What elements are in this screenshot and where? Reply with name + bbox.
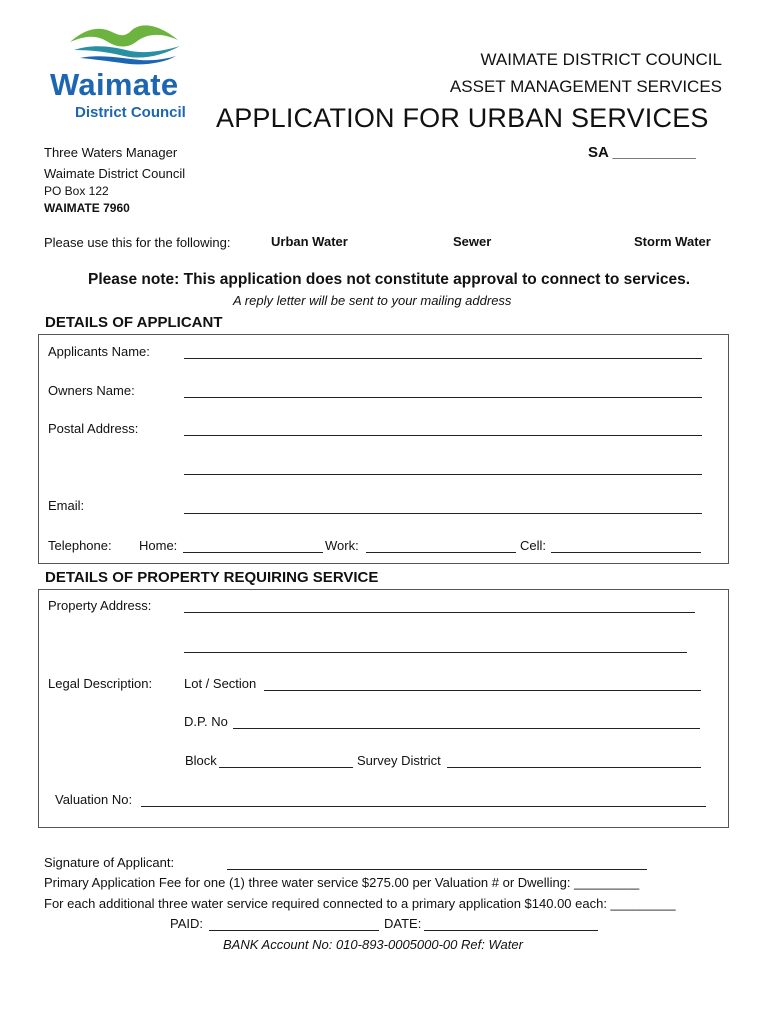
use-for-label: Please use this for the following:	[44, 235, 231, 250]
bank-account-text: BANK Account No: 010-893-0005000-00 Ref: Water	[223, 937, 523, 952]
address-line2: Waimate District Council	[44, 166, 186, 181]
owners-name-field[interactable]	[184, 397, 702, 398]
postal-address-field-1[interactable]	[184, 435, 702, 436]
postal-address-field-2[interactable]	[184, 474, 702, 475]
signature-field[interactable]	[227, 869, 647, 870]
owners-name-label: Owners Name:	[48, 383, 135, 398]
lot-section-label: Lot / Section	[184, 676, 257, 691]
applicants-name-field[interactable]	[184, 358, 702, 359]
telephone-label: Telephone:	[48, 538, 112, 553]
work-label: Work:	[325, 538, 359, 553]
paid-label: PAID:	[170, 916, 203, 931]
property-box	[38, 589, 729, 828]
address-line1: Three Waters Manager	[44, 145, 178, 160]
additional-fee-text: For each additional three water service required connected to a primary application $140.00 each: _________	[44, 896, 676, 911]
org-name: WAIMATE DISTRICT COUNCIL	[480, 50, 722, 69]
note-main: Please note: This application does not constitute approval to connect to services.	[88, 271, 691, 288]
paid-field[interactable]	[209, 930, 379, 931]
sa-field: SA __________	[588, 144, 696, 161]
signature-label: Signature of Applicant:	[44, 855, 175, 870]
email-field[interactable]	[184, 513, 702, 514]
logo-line1: Waimate	[50, 67, 179, 102]
option-storm-water: Storm Water	[634, 234, 711, 249]
block-label: Block	[185, 753, 217, 768]
work-phone-field[interactable]	[366, 552, 516, 553]
survey-district-field[interactable]	[447, 767, 701, 768]
property-address-label: Property Address:	[48, 598, 152, 613]
address-line4: WAIMATE 7960	[44, 201, 130, 215]
logo-line2: District Council	[75, 104, 186, 121]
applicant-section-title: DETAILS OF APPLICANT	[45, 314, 223, 331]
applicant-box	[38, 334, 729, 564]
block-field[interactable]	[219, 767, 353, 768]
council-logo	[48, 20, 198, 130]
date-field[interactable]	[424, 930, 598, 931]
page-title: APPLICATION FOR URBAN SERVICES	[216, 103, 709, 133]
postal-address-label: Postal Address:	[48, 421, 139, 436]
logo-wave-icon	[66, 20, 186, 66]
address-line3: PO Box 122	[44, 184, 109, 198]
home-phone-field[interactable]	[183, 552, 323, 553]
dp-no-field[interactable]	[233, 728, 700, 729]
cell-phone-field[interactable]	[551, 552, 701, 553]
note-sub: A reply letter will be sent to your mailing address	[233, 293, 512, 308]
home-label: Home:	[139, 538, 178, 553]
valuation-no-label: Valuation No:	[55, 792, 133, 807]
survey-district-label: Survey District	[357, 753, 441, 768]
primary-fee-text: Primary Application Fee for one (1) three water service $275.00 per Valuation # or Dwelling: _________	[44, 875, 640, 890]
property-address-field-1[interactable]	[184, 612, 695, 613]
option-sewer: Sewer	[453, 234, 492, 249]
dp-no-label: D.P. No	[184, 714, 228, 729]
property-address-field-2[interactable]	[184, 652, 687, 653]
property-section-title: DETAILS OF PROPERTY REQUIRING SERVICE	[45, 569, 379, 586]
email-label: Email:	[48, 498, 85, 513]
valuation-no-field[interactable]	[141, 806, 706, 807]
lot-section-field[interactable]	[264, 690, 701, 691]
date-label: DATE:	[384, 916, 422, 931]
applicants-name-label: Applicants Name:	[48, 344, 150, 359]
option-urban-water: Urban Water	[271, 234, 348, 249]
dept-name: ASSET MANAGEMENT SERVICES	[449, 77, 722, 96]
cell-label: Cell:	[520, 538, 547, 553]
legal-description-label: Legal Description:	[48, 676, 153, 691]
